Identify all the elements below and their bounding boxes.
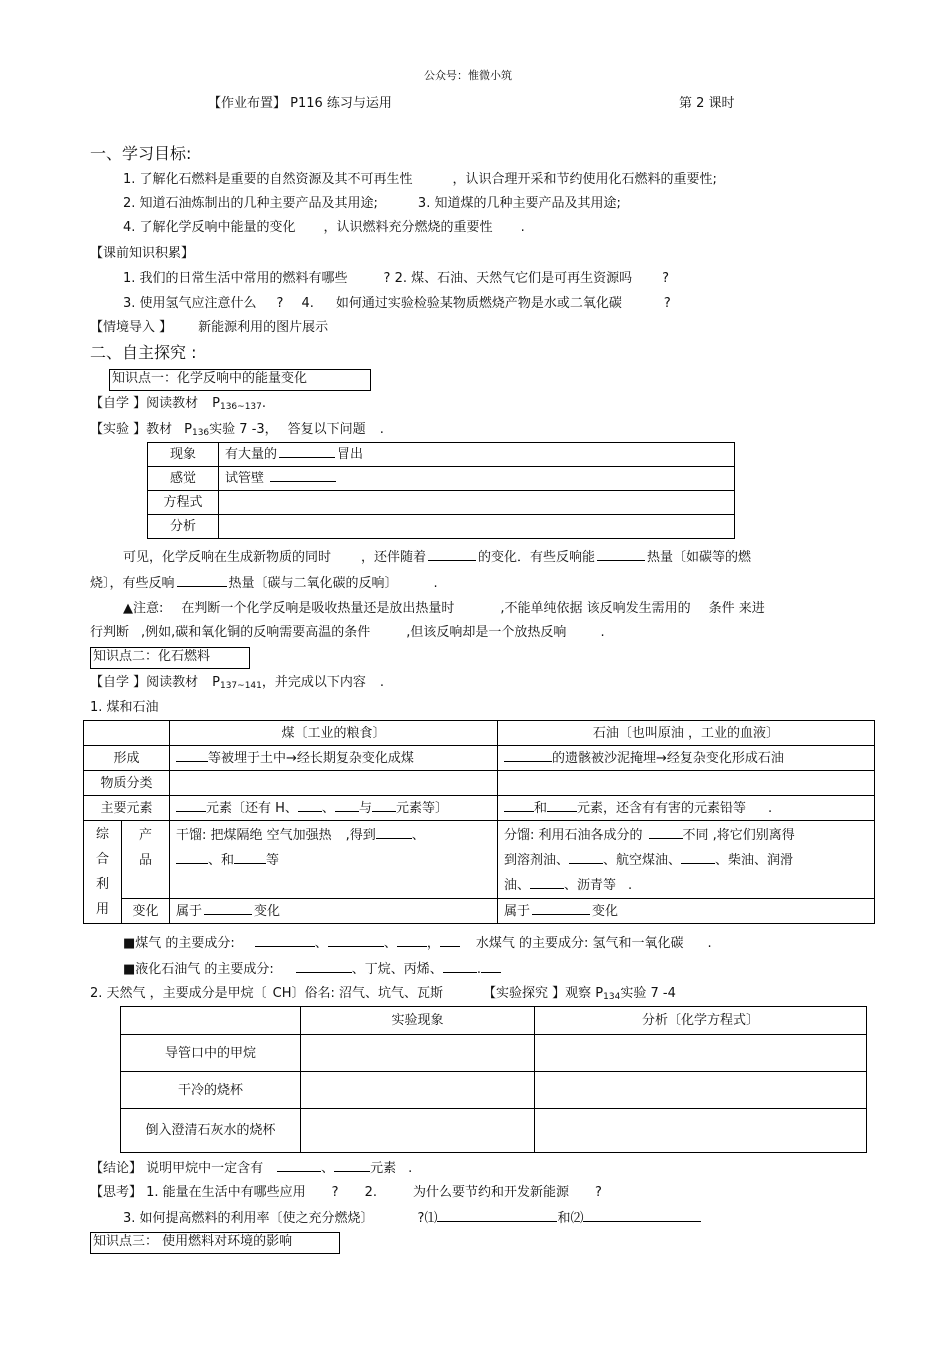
table-cell: 干冷的烧杯 xyxy=(121,1072,301,1109)
pre-question-1: 1. 我们的日常生活中常用的燃料有哪些 ? 2. 煤、石油、天然气它们是可再生资源吗 ? xyxy=(123,271,670,286)
table-cell xyxy=(498,771,875,796)
table-row xyxy=(148,467,735,491)
table-cell: 倒入澄清石灰水的烧杯 xyxy=(121,1109,301,1153)
goal-1: 1. 了解化石燃料是重要的自然资源及其不可再生性 ，认识合理开采和节约使用化石燃料的重要性; xyxy=(123,172,717,187)
pre-knowledge-title: 【课前知识积累】 xyxy=(90,246,195,261)
watermark: 公众号：惟微小筑 xyxy=(424,69,512,82)
table-row xyxy=(84,721,875,746)
table-cell xyxy=(535,1035,867,1072)
table-row xyxy=(84,771,875,796)
table-cell xyxy=(84,721,170,746)
table-header-oil: 石油〔也叫原油 ，工业的血液〕 xyxy=(498,721,875,746)
table-cell: 物质分类 xyxy=(84,771,170,796)
table-cell: 主要元素 xyxy=(84,796,170,821)
table-cell xyxy=(121,1007,301,1035)
table-cell xyxy=(535,1072,867,1109)
kp1-experiment: 【实验 】教材 $P_{136}$实验 7 -3， 答复以下问题 . xyxy=(90,422,384,438)
table-cell: 属于 变化 xyxy=(498,899,875,924)
section-2-title: 二、自主探究 : xyxy=(90,343,197,362)
table-cell xyxy=(301,1035,535,1072)
table-row xyxy=(84,796,875,821)
table-cell xyxy=(170,771,498,796)
experiment-7-3-table xyxy=(147,442,735,539)
table-cell: 变化 xyxy=(122,899,170,924)
goal-3: 4. 了解化学反响中能量的变化 ，认识燃料充分燃烧的重要性 . xyxy=(123,220,525,235)
scenario-intro: 【情境导入 】 新能源利用的图片展示 xyxy=(90,320,329,335)
think-line-2: 3. 如何提高燃料的利用率〔使之充分燃烧〕 ?⑴ 和⑵ xyxy=(123,1210,701,1227)
coal-oil-table xyxy=(83,720,875,924)
subsection-coal-oil: 1. 煤和石油 xyxy=(90,700,159,715)
table-row xyxy=(121,1035,867,1072)
table-cell-products: 产 品 xyxy=(122,821,170,899)
table-cell-comprehensive-use: 综 合 利 用 xyxy=(84,821,122,924)
table-row xyxy=(84,821,875,899)
table-cell: 和 元素，还含有有害的元素铅等 . xyxy=(498,796,875,821)
table-row xyxy=(148,491,735,515)
table-cell: 有大量的 冒出 xyxy=(219,443,735,467)
pre-question-2: 3. 使用氢气应注意什么 ? 4. 如何通过实验检验某物质燃烧产物是水或二氧化碳 ? xyxy=(123,296,671,311)
lesson-number: 第 2 课时 xyxy=(679,96,735,111)
table-cell: 分馏: 利用石油各成分的 不同 ,将它们别离得 到溶剂油、 、航空煤油、 、柴油、润滑 油、 、沥青等 . xyxy=(498,821,875,899)
table-cell xyxy=(219,491,735,515)
section-1-title: 一、学习目标: xyxy=(90,144,192,163)
knowledge-point-2-box: 知识点二：化石燃料 xyxy=(90,647,250,669)
table-cell: 元素〔还有 H、 、 与 元素等〕 xyxy=(170,796,498,821)
table-row xyxy=(121,1072,867,1109)
table-cell: 导管口中的甲烷 xyxy=(121,1035,301,1072)
table-header-coal: 煤〔工业的粮食〕 xyxy=(170,721,498,746)
natural-gas-line: 2. 天然气 ，主要成分是甲烷〔 CH〕俗名: 沼气、坑气、瓦斯 【实验探究 】观察 $P_{134}$实验 7 -4 xyxy=(90,986,676,1002)
energy-paragraph-line-1: 可见，化学反响在生成新物质的同时 ，还伴随着 的变化．有些反响能 热量〔如碳等的燃 xyxy=(123,550,752,565)
table-cell xyxy=(535,1109,867,1153)
kp2-self-study: 【自学 】阅读教材 $P_{137\sim 141}$，并完成以下内容 . xyxy=(90,675,385,691)
kp1-self-study: 【自学 】阅读教材 $P_{136\sim 137}$. xyxy=(90,396,267,412)
table-cell: 现象 xyxy=(148,443,219,467)
table-cell: 属于 变化 xyxy=(170,899,498,924)
note-line-2: 行判断 ,例如,碳和氧化铜的反响需要高温的条件 ,但该反响却是一个放热反响 . xyxy=(90,625,605,640)
note-line-1: ▲注意: 在判断一个化学反响是吸收热量还是放出热量时 ,不能单纯依据 该反响发生需用的 条件 来进 xyxy=(123,601,765,616)
table-header-phenomenon: 实验现象 xyxy=(301,1007,535,1035)
experiment-7-4-table xyxy=(120,1006,867,1153)
think-line-1: 【思考】 1. 能量在生活中有哪些应用 ? 2. 为什么要节约和开发新能源 ? xyxy=(90,1185,602,1200)
knowledge-point-3-box: 知识点三： 使用燃料对环境的影响 xyxy=(90,1232,340,1254)
table-cell: 形成 xyxy=(84,746,170,771)
table-row xyxy=(121,1007,867,1035)
table-cell: 等被埋于土中→经长期复杂变化成煤 xyxy=(170,746,498,771)
energy-paragraph-line-2: 烧〕，有些反响 热量〔碳与二氧化碳的反响〕 . xyxy=(90,576,438,591)
table-row xyxy=(84,746,875,771)
table-cell: 试管壁 xyxy=(219,467,735,491)
goal-2: 2. 知道石油炼制出的几种主要产品及其用途; 3. 知道煤的几种主要产品及其用途; xyxy=(123,196,621,211)
table-cell: 感觉 xyxy=(148,467,219,491)
coal-gas-line: ■煤气 的主要成分: 、 、 ， 水煤气 的主要成分: 氢气和一氧化碳 . xyxy=(123,936,712,951)
table-row xyxy=(121,1109,867,1153)
table-cell: 的遗骸被沙泥掩埋→经复杂变化形成石油 xyxy=(498,746,875,771)
table-row xyxy=(148,515,735,539)
table-row xyxy=(148,443,735,467)
table-cell xyxy=(219,515,735,539)
table-cell: 方程式 xyxy=(148,491,219,515)
table-header-analysis: 分析〔化学方程式〕 xyxy=(535,1007,867,1035)
table-cell xyxy=(301,1072,535,1109)
assignment-line: 【作业布置】 P116 练习与运用 xyxy=(208,96,392,111)
table-row xyxy=(84,899,875,924)
knowledge-point-1-box: 知识点一：化学反响中的能量变化 xyxy=(109,369,371,391)
table-cell: 干馏: 把煤隔绝 空气加强热 ,得到 、 、和 等 xyxy=(170,821,498,899)
conclusion-line: 【结论】 说明甲烷中一定含有 、 元素 . xyxy=(90,1161,413,1176)
table-cell xyxy=(301,1109,535,1153)
lpg-line: ■液化石油气 的主要成分: 、丁烷、丙烯、 . xyxy=(123,961,501,978)
table-cell: 分析 xyxy=(148,515,219,539)
